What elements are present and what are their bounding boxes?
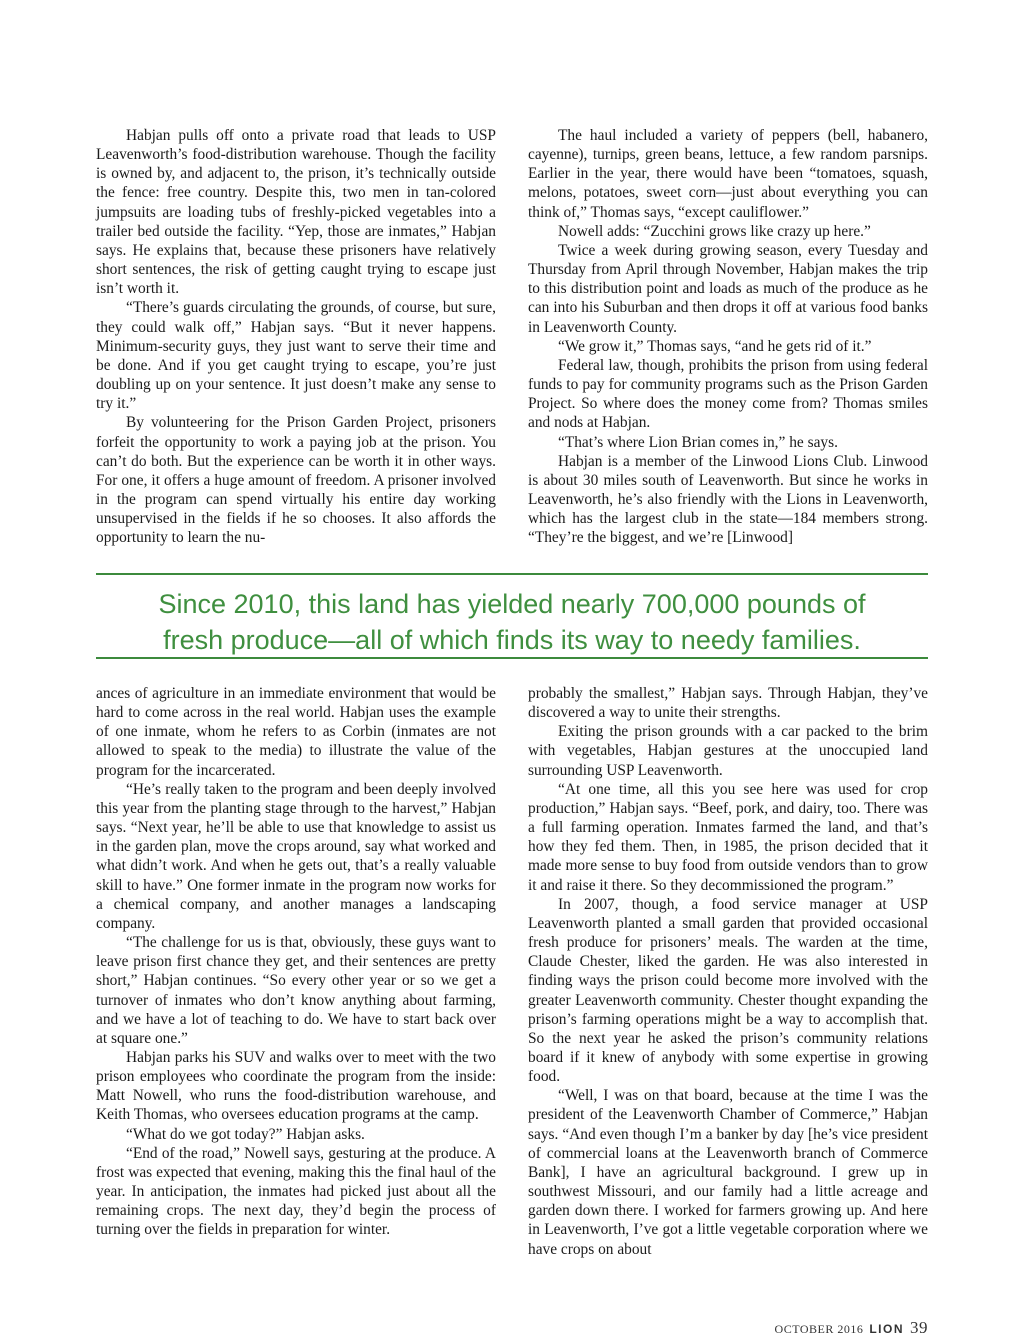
paragraph: Habjan parks his SUV and walks over to meet with the two prison employees who coordinate the program from the inside: Matt Nowell, who runs the food-distribution warehouse, and Keith Thomas, who oversees education programs at the camp. [96, 1048, 496, 1124]
pullquote-bottom-rule [96, 657, 928, 659]
article-column-4 [528, 684, 928, 1259]
paragraph: Habjan is a member of the Linwood Lions Club. Linwood is about 30 miles south of Leavenworth. But since he works in Leavenworth, he’s also friendly with the Lions in Leavenworth, which has the largest club in the state—184 members strong. “They’re the biggest, and we’re [Linwood] [528, 452, 928, 547]
paragraph: Habjan pulls off onto a private road that leads to USP Leavenworth’s food-distribution warehouse. Though the facility is owned by, and adjacent to, the prison, it’s technically outside the fence: free country. Despite this, two men in tan-colored jumpsuits are loading tubs of freshly-picked vegetables into a trailer bed outside the facility. “Yep, those are inmates,” Habjan says. He explains that, because these prisoners have relatively short sentences, the risk of getting caught trying to escape just isn’t worth it. [96, 127, 496, 298]
paragraph: In 2007, though, a food service manager at USP Leavenworth planted a small garden that provided occasional fresh produce for prisoners’ meals. The warden at the time, Claude Chester, liked the garden. He was also interested in finding ways the prison could become more involved with the greater Leavenworth community. Chester thought expanding the prison’s farming operations might be a way to accomplish that. So the next year he asked the prison’s community relations board if it knew of anybody with some expertise in growing food. [528, 895, 928, 1086]
paragraph-continued: probably the smallest,” Habjan says. Through Habjan, they’ve discovered a way to unite their strengths. [528, 685, 928, 722]
paragraph-continued: ances of agriculture in an immediate environment that would be hard to come across in the real world. Habjan uses the example of one inmate, whom he refers to as Corbin (inmates are not allowed to speak to the media) to illustrate the value of the program for the incarcerated. [96, 685, 496, 779]
pullquote-top-rule [96, 573, 928, 575]
paragraph: By volunteering for the Prison Garden Project, prisoners forfeit the opportunity to work a paying job at the prison. You can’t do both. But the experience can be worth it in other ways. For one, it offers a huge amount of freedom. A prisoner involved in the program can spend virtually his entire day working unsupervised in the fields if he so chooses. It also affords the opportunity to learn the nu- [96, 414, 496, 547]
paragraph: Twice a week during growing season, every Tuesday and Thursday from April through November, Habjan makes the trip to this distribution point and loads as much of the produce as he can into his Suburban and then drops it off at various food banks in Leavenworth County. [528, 241, 928, 336]
paragraph: “The challenge for us is that, obviously, these guys want to leave prison first chance they get, and their sentences are pretty short,” Habjan continues. “So every other year or so we get a turnover of inmates who don’t know anything about farming, and we have a lot of teaching to do. We have to start back over at square one.” [96, 934, 496, 1047]
pull-quote-line: Since 2010, this land has yielded nearly 700,000 pounds of [158, 589, 866, 619]
paragraph: “We grow it,” Thomas says, “and he gets rid of it.” [558, 337, 872, 355]
issue-date: OCTOBER 2016 [774, 1322, 864, 1336]
paragraph: “What do we got today?” Habjan asks. [126, 1125, 365, 1143]
paragraph: “At one time, all this you see here was used for crop production,” Habjan says. “Beef, pork, and dairy, too. There was a full farming operation. Inmates farmed the land, and that’s how they fed them. Then, in 1985, the prison decided that it made more sense to buy food from outside vendors than to grow it and raise it there. So they decommissioned the program.” [528, 780, 928, 894]
paragraph: “There’s guards circulating the grounds, of course, but sure, they could walk off,” Habjan says. “But it never happens. Minimum-security guys, they just want to serve their time and be done. And if you get caught trying to escape, you’re just doubling up on your sentence. It just doesn’t make any sense to try it.” [96, 299, 496, 413]
article-column-2 [528, 126, 928, 547]
paragraph: The haul included a variety of peppers (bell, habanero, cayenne), turnips, green beans, lettuce, a few random parsnips. Earlier in the year, there would have been “tomatoes, squash, melons, potatoes, sweet corn—just about everything you can think of,” Thomas says, “except cauliflower.” [528, 127, 928, 221]
paragraph: “That’s where Lion Brian comes in,” he says. [558, 433, 838, 451]
paragraph: “He’s really taken to the program and been deeply involved this year from the planting stage through to the harvest,” Habjan says. “Next year, he’ll be able to use that knowledge to assist us in the garden plan, move the crops around, say what worked and what didn’t work. And when he gets out, that’s a really valuable skill to have.” One former inmate in the program now works for a chemical company, and another manages a landscaping company. [96, 780, 496, 932]
paragraph: “Well, I was on that board, because at the time I was the president of the Leavenworth Chamber of Commerce,” Habjan says. “And even though I’m a banker by day [he’s vice president of commercial loans at the Leavenworth branch of Commerce Bank], I have an agricultural background. I grew up in southwest Missouri, and our family had a little acreage and garden down there. I worked for farmers growing up. And here in Leavenworth, I’ve got a little vegetable corporation where we have crops on about [528, 1087, 928, 1258]
paragraph: Federal law, though, prohibits the prison from using federal funds to pay for community programs such as the Prison Garden Project. So where does the money come from? Thomas smiles and nods at Habjan. [528, 356, 928, 432]
article-column-1 [96, 126, 496, 547]
page-footer [775, 1318, 928, 1338]
pull-quote-line: fresh produce—all of which finds its way to needy families. [163, 625, 861, 655]
article-column-3 [96, 684, 496, 1240]
paragraph: “End of the road,” Nowell says, gesturing at the produce. A frost was expected that evening, making this the final haul of the year. In anticipation, the inmates had picked just about all the remaining crops. The next day, they’d begin the process of turning over the fields in preparation for winter. [96, 1144, 496, 1239]
paragraph: Exiting the prison grounds with a car packed to the brim with vegetables, Habjan gestures at the unoccupied land surrounding USP Leavenworth. [528, 723, 928, 779]
paragraph: Nowell adds: “Zucchini grows like crazy up here.” [558, 222, 871, 240]
pull-quote [96, 586, 928, 658]
page-number: 39 [910, 1318, 928, 1337]
magazine-name: LION [869, 1322, 904, 1336]
